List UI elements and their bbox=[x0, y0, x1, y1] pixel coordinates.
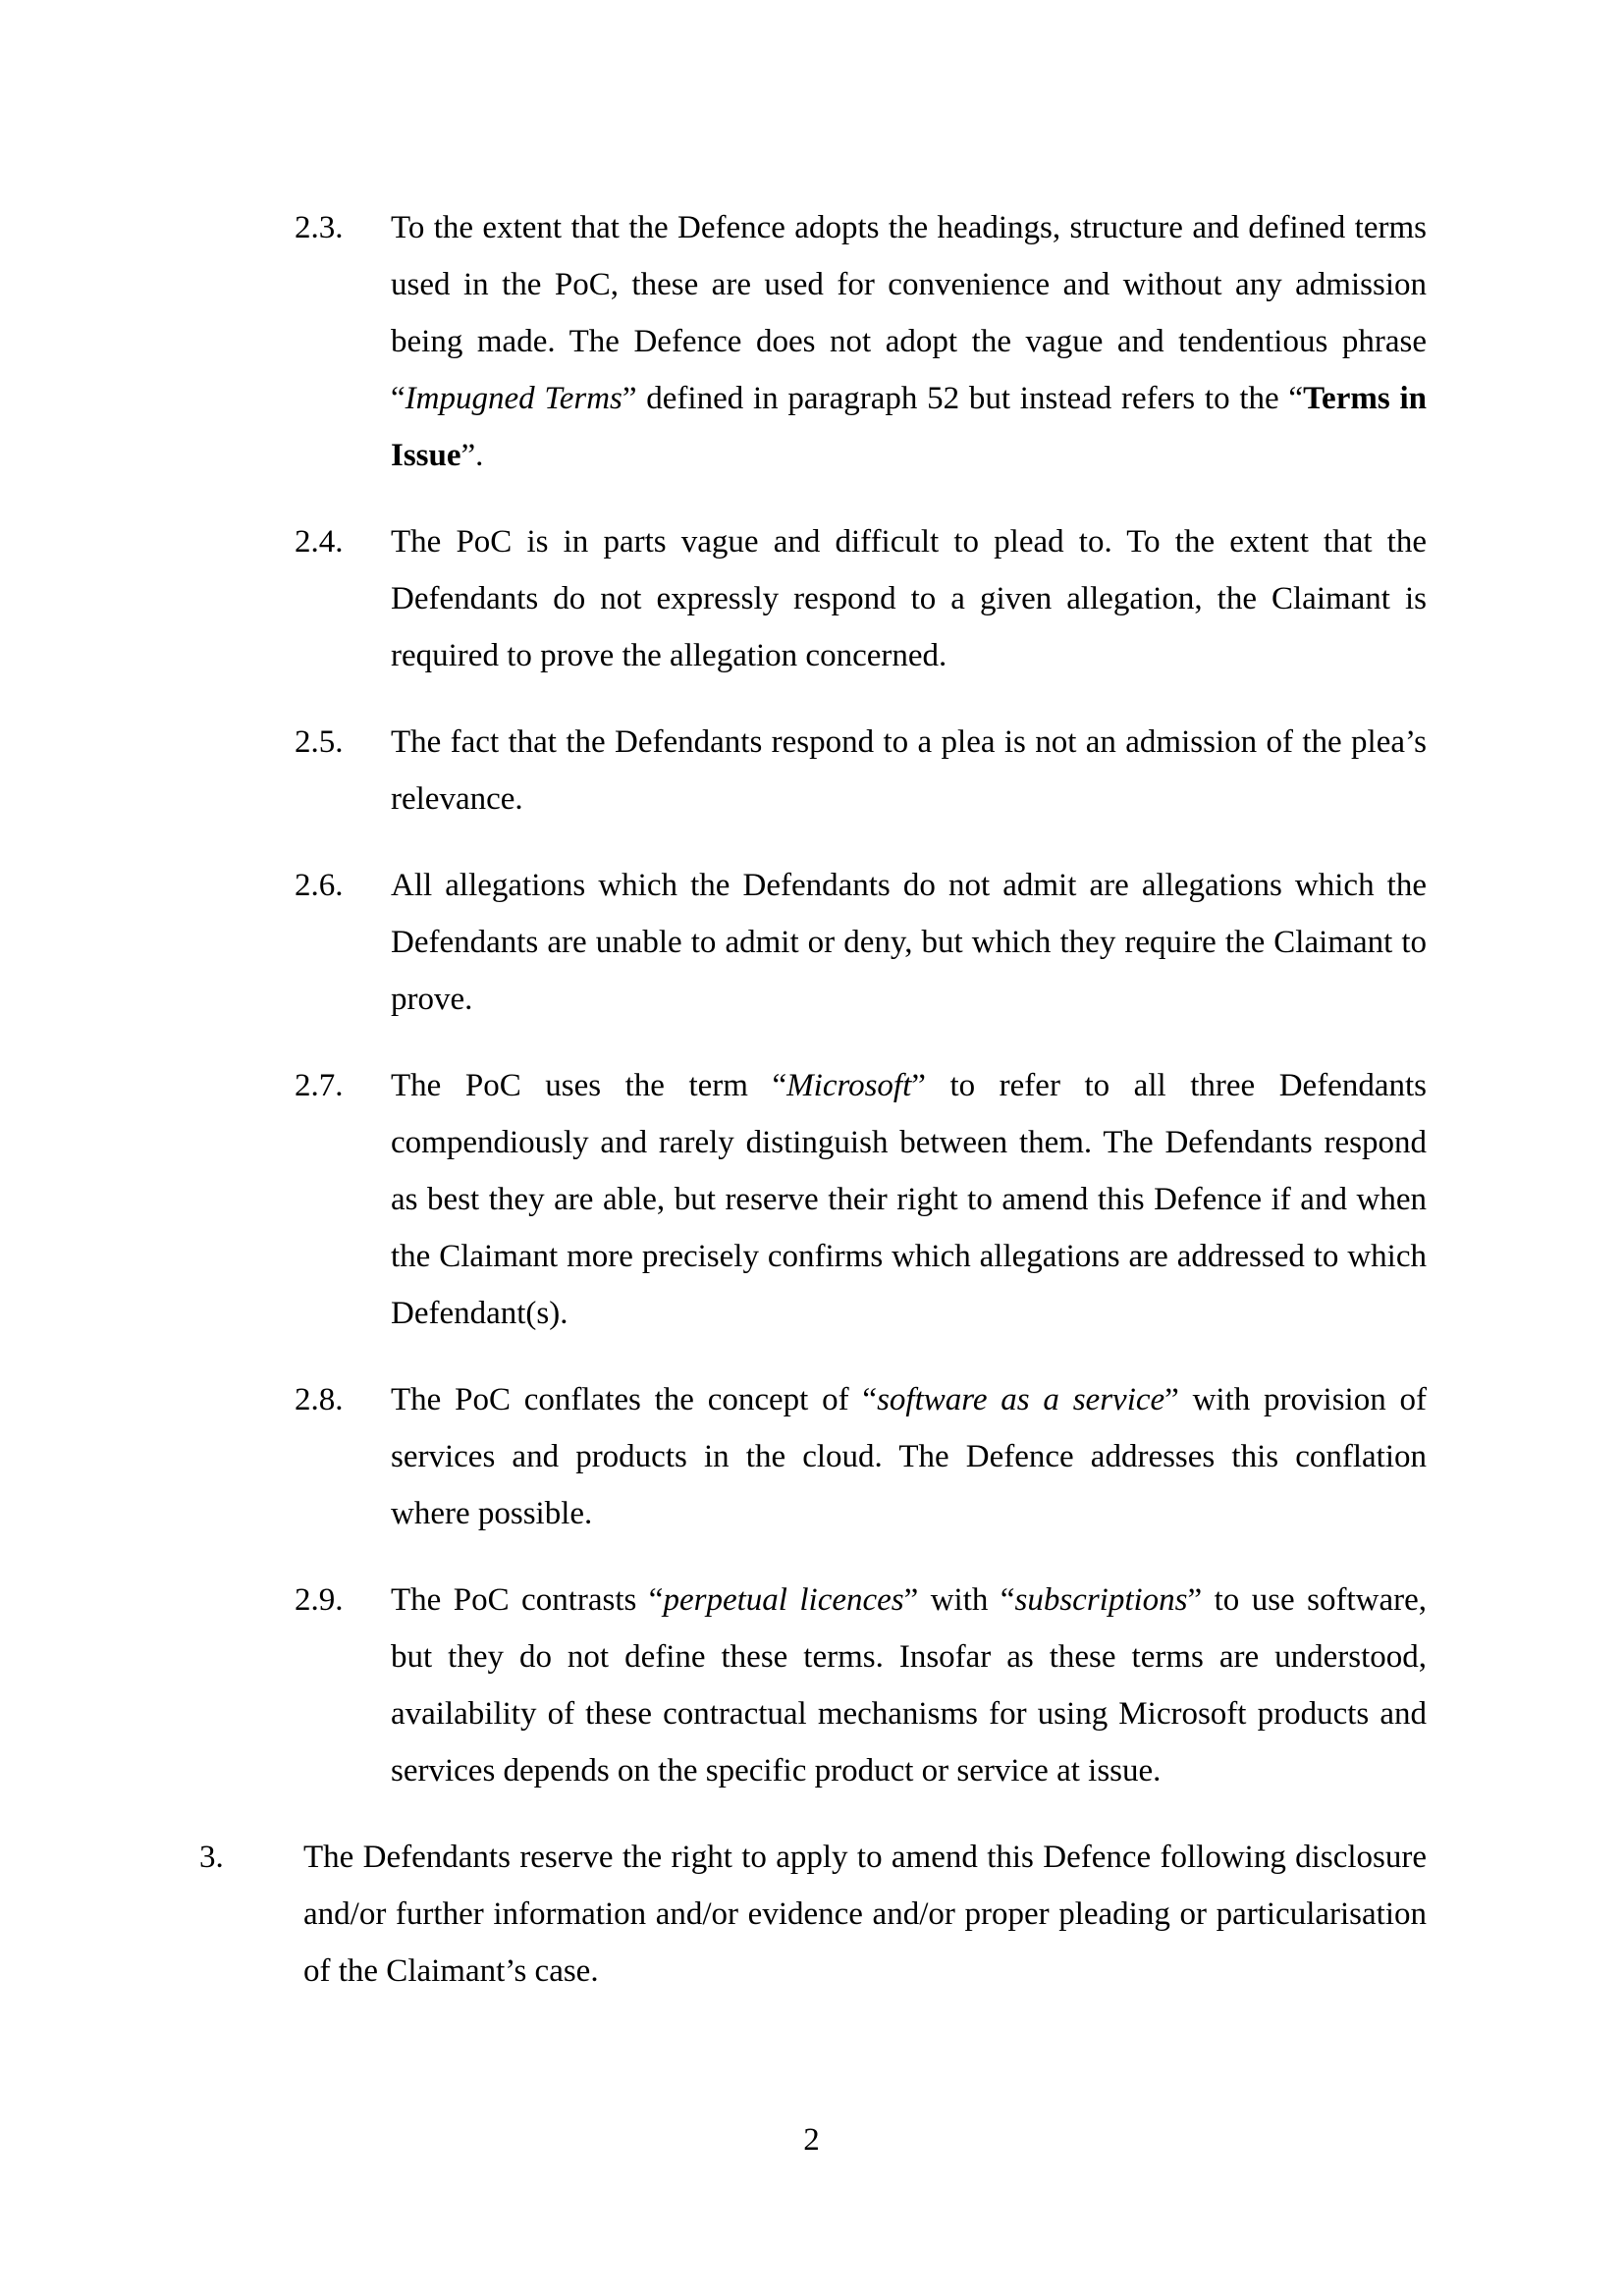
text-segment: The PoC conflates the concept of “ bbox=[391, 1382, 878, 1417]
paragraph-number: 2.3. bbox=[295, 210, 344, 245]
italic-text-segment: perpetual licences bbox=[663, 1582, 904, 1618]
paragraph-text bbox=[391, 714, 1427, 828]
text-segment: The PoC is in parts vague and difficult to plead to. To the extent that the Defendants do not expressly respond to a given allegation, the Claimant is required to prove the allegation concerned. bbox=[391, 524, 1427, 673]
italic-text-segment: Impugned Terms bbox=[405, 381, 622, 416]
text-segment: ” to refer to all three Defendants compendiously and rarely distinguish between them. The Defendants respond as best they are able, but reserve their right to amend this Defence if and when the Claimant more precisely confirms which allegations are addressed to which Defendant(s). bbox=[391, 1068, 1427, 1331]
bold-text-segment: Terms in Issue bbox=[391, 381, 1427, 473]
text-segment: ” with “ bbox=[903, 1582, 1015, 1618]
text-segment: ” to use software, but they do not define these terms. Insofar as these terms are understood, availability of these contractual mechanisms for using Microsoft products and services depends on the specific product or service at issue. bbox=[391, 1582, 1428, 1789]
paragraph-number: 2.4. bbox=[295, 524, 344, 560]
text-segment: All allegations which the Defendants do not admit are allegations which the Defendants are unable to admit or deny, but which they require the Claimant to prove. bbox=[391, 868, 1427, 1017]
paragraph-text bbox=[303, 1829, 1427, 2000]
paragraph-number: 2.7. bbox=[295, 1068, 344, 1103]
paragraph-text bbox=[391, 1371, 1427, 1542]
text-segment: The PoC uses the term “ bbox=[391, 1068, 787, 1103]
italic-text-segment: Microsoft bbox=[786, 1068, 912, 1103]
text-segment: ”. bbox=[460, 438, 484, 473]
text-segment: To the extent that the Defence adopts the headings, structure and defined terms used in the PoC, these are used for convenience and without any admission being made. The Defence does not adopt the vague and tendentious phrase “ bbox=[391, 210, 1427, 416]
page-footer bbox=[0, 2120, 1623, 2160]
page-number: 2 bbox=[803, 2122, 820, 2158]
text-segment: ” with provision of services and products in the cloud. The Defence addresses this conflation where possible. bbox=[391, 1382, 1427, 1531]
text-segment: The fact that the Defendants respond to a plea is not an admission of the plea’s relevance. bbox=[391, 724, 1427, 817]
paragraph-number: 3. bbox=[199, 1840, 224, 1875]
italic-text-segment: subscriptions bbox=[1014, 1582, 1188, 1618]
text-segment: The Defendants reserve the right to apply to amend this Defence following disclosure and/or further information and/or evidence and/or proper pleading or particularisation of the Claimant’s case. bbox=[303, 1840, 1427, 1989]
italic-text-segment: software as a service bbox=[877, 1382, 1165, 1417]
paragraph-row bbox=[295, 1371, 1427, 1542]
document-body bbox=[0, 199, 1623, 2029]
paragraph-row bbox=[295, 714, 1427, 828]
paragraph-text bbox=[391, 1057, 1427, 1342]
paragraph-text bbox=[391, 513, 1427, 684]
paragraph-row bbox=[295, 199, 1427, 484]
paragraph-row bbox=[199, 1829, 1427, 2000]
paragraph-text bbox=[391, 199, 1427, 484]
paragraph-row bbox=[295, 1572, 1427, 1799]
paragraph-row bbox=[295, 513, 1427, 684]
paragraph-text bbox=[391, 1572, 1427, 1799]
paragraph-number: 2.6. bbox=[295, 868, 344, 903]
paragraph-text bbox=[391, 857, 1427, 1028]
text-segment: The PoC contrasts “ bbox=[391, 1582, 664, 1618]
text-segment: ” defined in paragraph 52 but instead refers to the “ bbox=[622, 381, 1304, 416]
paragraph-number: 2.8. bbox=[295, 1382, 344, 1417]
paragraph-number: 2.9. bbox=[295, 1582, 344, 1618]
paragraph-row bbox=[295, 1057, 1427, 1342]
paragraph-row bbox=[295, 857, 1427, 1028]
paragraph-number: 2.5. bbox=[295, 724, 344, 760]
